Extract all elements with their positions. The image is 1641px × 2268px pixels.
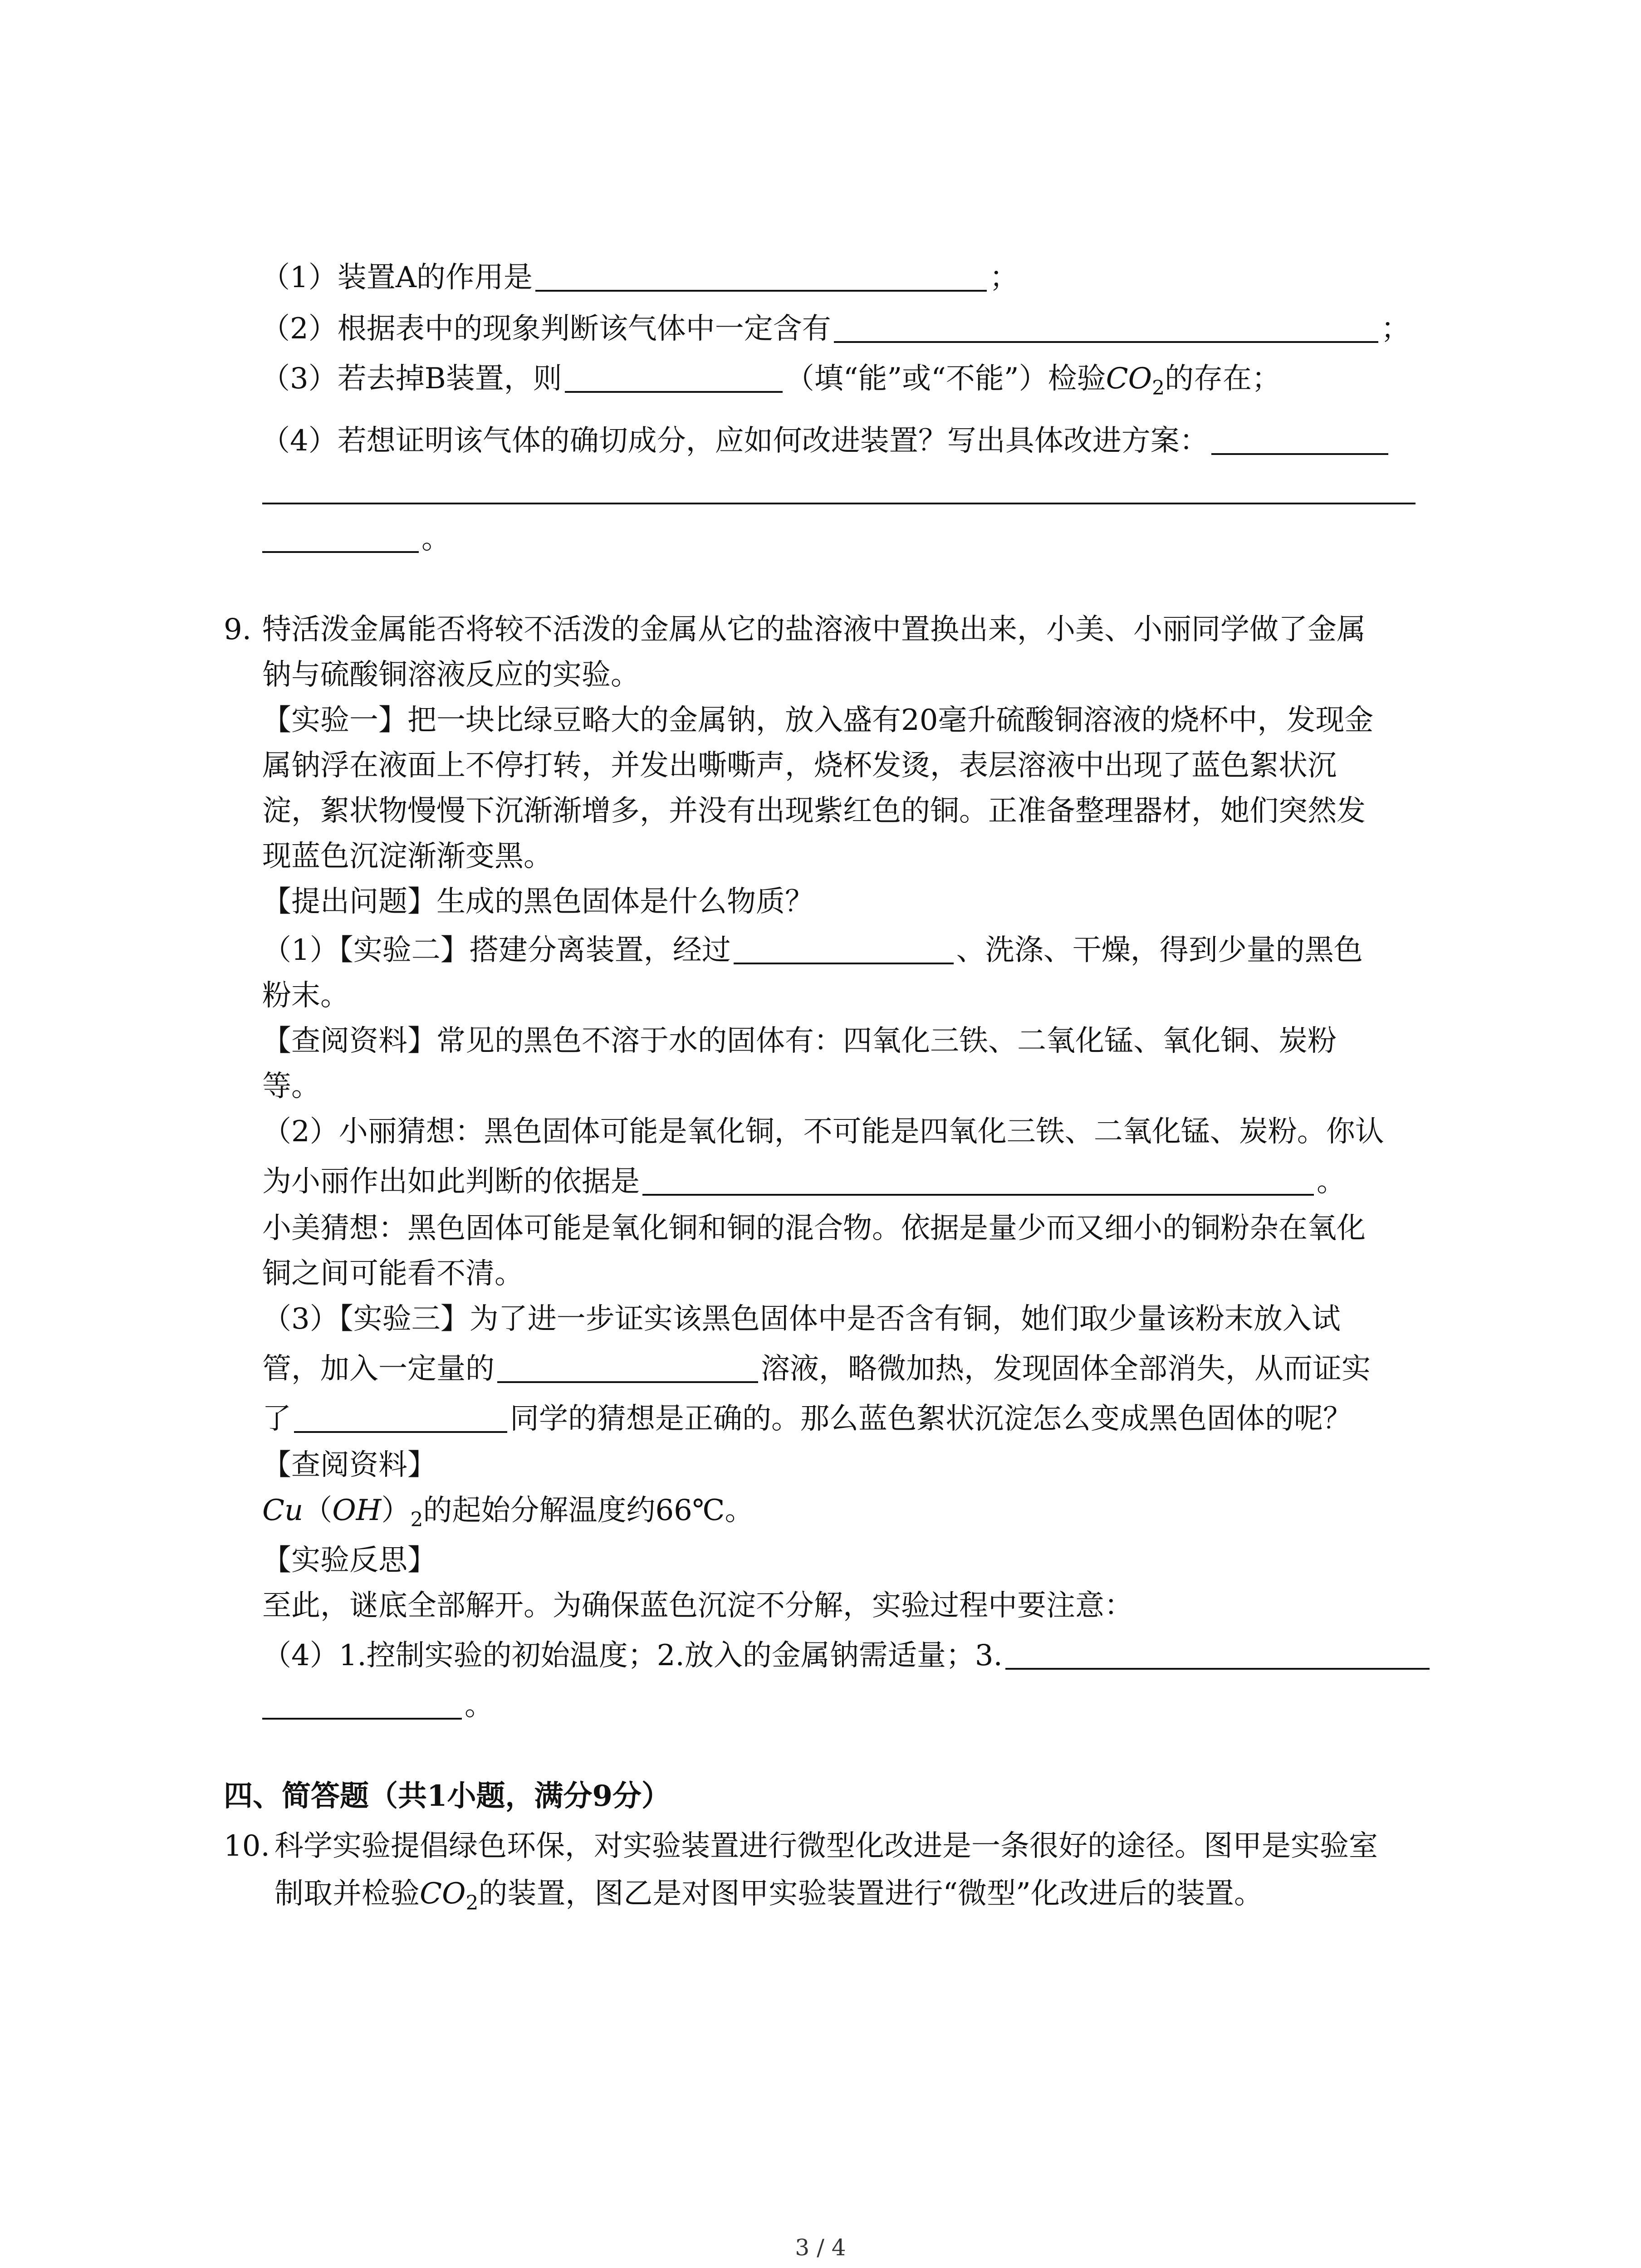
section-heading: 四、简答题（共1小题，满分9分）	[224, 1779, 671, 1813]
answer-blank[interactable]	[734, 934, 954, 964]
q9-part2-line1: （2）小丽猜想：黑色固体可能是氧化铜，不可能是四氧化三铁、二氧化锰、炭粉。你认	[262, 1115, 1384, 1149]
q9-question: 【提出问题】生成的黑色固体是什么物质？	[262, 885, 814, 919]
q9-part1-cont: 粉末。	[262, 979, 349, 1012]
q9-part2-line2: 为小丽作出如此判断的依据是 。	[262, 1165, 1346, 1198]
q9-intro-line1: 特活泼金属能否将较不活泼的金属从它的盐溶液中置换出来，小美、小丽同学做了金属	[262, 613, 1366, 646]
q8-part2: （2）根据表中的现象判断该气体中一定含有 ；	[261, 312, 1410, 346]
answer-blank[interactable]	[497, 1352, 758, 1383]
q9-exp1-line2: 属钠浮在液面上不停打转，并发出嘶嘶声，烧杯发烫，表层溶液中出现了蓝色絮状沉	[262, 749, 1337, 782]
q9-conclude: 至此，谜底全部解开。为确保蓝色沉淀不分解，实验过程中要注意：	[262, 1589, 1133, 1623]
q9-part3-line3: 了 同学的猜想是正确的。那么蓝色絮状沉淀怎么变成黑色固体的呢？	[262, 1402, 1352, 1436]
q9-exp1-line1: 【实验一】把一块比绿豆略大的金属钠，放入盛有20毫升硫酸铜溶液的烧杯中，发现金	[262, 704, 1374, 737]
answer-blank[interactable]	[262, 522, 419, 553]
q9-part4: （4）1.控制实验的初始温度；2.放入的金属钠需适量；3.	[262, 1637, 1432, 1678]
answer-blank[interactable]	[642, 1165, 1314, 1196]
q9-number: 9.	[224, 613, 252, 646]
q9-cu-oh: $Cu(OH)_2$的起始分解温度约66℃。	[262, 1494, 754, 1531]
q9-exp1-line4: 现蓝色沉淀渐渐变黑。	[262, 840, 553, 873]
answer-blank[interactable]	[1211, 424, 1388, 455]
q9-part4-end: 。	[262, 1687, 494, 1728]
answer-blank[interactable]	[834, 312, 1378, 343]
q9-ref2: 【查阅资料】	[262, 1448, 436, 1482]
answer-rule[interactable]	[262, 503, 1416, 504]
q9-exp1-line3: 淀，絮状物慢慢下沉渐渐增多，并没有出现紫红色的铜。正准备整理器材，她们突然发	[262, 794, 1366, 828]
answer-blank[interactable]	[535, 261, 987, 292]
answer-blank[interactable]	[294, 1402, 507, 1433]
answer-blank[interactable]	[1005, 1639, 1430, 1670]
q10-number: 10.	[224, 1829, 270, 1863]
q8-part4: （4）若想证明该气体的确切成分，应如何改进装置？写出具体改进方案：	[261, 423, 1391, 464]
q10-line2: 制取并检验$CO_2$的装置，图乙是对图甲实验装置进行“微型”化改进后的装置。	[274, 1877, 1263, 1915]
q9-part3-line2: 管，加入一定量的 溶液，略微加热，发现固体全部消失，从而证实	[262, 1352, 1371, 1386]
q9-reflect: 【实验反思】	[262, 1544, 436, 1577]
q9-part1: （1）【实验二】搭建分离装置，经过 、洗涤、干燥，得到少量的黑色	[262, 934, 1363, 967]
q10-line1: 科学实验提倡绿色环保，对实验装置进行微型化改进是一条很好的途径。图甲是实验室	[274, 1829, 1378, 1863]
q9-mei-line1: 小美猜想：黑色固体可能是氧化铜和铜的混合物。依据是量少而又细小的铜粉杂在氧化	[262, 1212, 1366, 1245]
q8-part4-end: 。	[262, 521, 451, 562]
q9-ref1-line2: 等。	[262, 1070, 320, 1103]
q9-part3-line1: （3）【实验三】为了进一步证实该黑色固体中是否含有铜，她们取少量该粉末放入试	[262, 1302, 1341, 1336]
q8-part1: （1）装置A的作用是 ；	[261, 261, 1019, 294]
answer-blank[interactable]	[262, 1689, 462, 1720]
q8-part3: （3）若去掉B装置，则 （填“能”或“不能”）检验$CO_2$的存在；	[261, 362, 1281, 400]
q9-intro-line2: 钠与硫酸铜溶液反应的实验。	[262, 658, 640, 692]
q9-ref1-line1: 【查阅资料】常见的黑色不溶于水的固体有：四氧化三铁、二氧化锰、氧化铜、炭粉	[262, 1024, 1337, 1058]
page-number: 3 / 4	[795, 2234, 846, 2261]
answer-blank[interactable]	[565, 362, 783, 393]
q9-mei-line2: 铜之间可能看不清。	[262, 1257, 524, 1290]
